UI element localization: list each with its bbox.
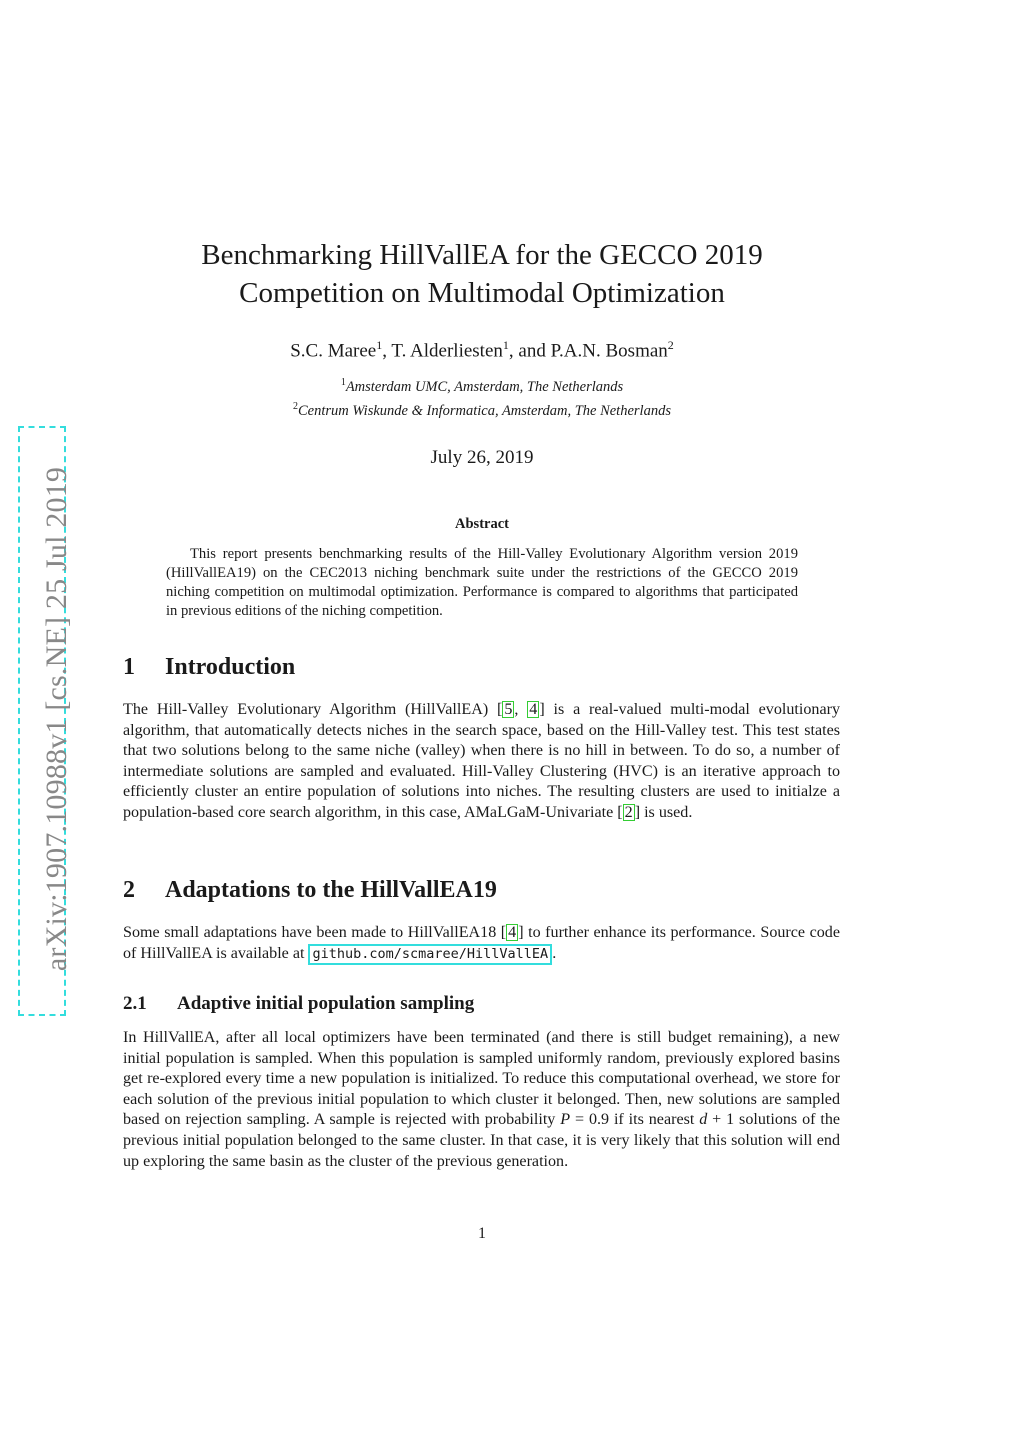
abstract-heading: Abstract xyxy=(455,516,509,532)
citation-link[interactable]: 5 xyxy=(504,701,513,718)
text-run: The Hill-Valley Evolutionary Algorithm (HillVallEA) xyxy=(123,701,498,718)
citation-link[interactable]: 2 xyxy=(624,803,633,821)
subsection-heading-sampling xyxy=(123,993,474,1015)
sampling-paragraph xyxy=(123,1028,840,1172)
section-title: Introduction xyxy=(165,654,296,680)
section-title: Adaptations to the HillVallEA19 xyxy=(165,877,497,903)
subsection-number: 2.1 xyxy=(123,993,147,1014)
arxiv-stamp-text[interactable]: arXiv:1907.10988v1 [cs.NE] 25 Jul 2019 xyxy=(40,466,73,972)
page-number: 1 xyxy=(478,1225,486,1242)
author-affiliation-mark: 1 xyxy=(502,338,509,352)
author-affiliation-mark: 1 xyxy=(376,338,383,352)
paper-date: July 26, 2019 xyxy=(430,447,534,468)
title-line-2: Competition on Multimodal Optimization xyxy=(239,277,725,309)
affiliation-text: Amsterdam UMC, Amsterdam, The Netherlands xyxy=(345,378,624,395)
paper-title xyxy=(140,236,824,312)
text-run: In HillVallEA, after all local optimizers have been terminated (and there is still budget remaining), a new initial population is sampled. When this population is sampled uniformly random, previously explored basins get re-explored every time a new population is initialized. To reduce this computational overhead, we store for each solution of the previous initial population to which cluster it belonged. Then, new solutions are sampled based on rejection sampling. A sample is rejected with probability xyxy=(123,1029,840,1129)
subsection-title: Adaptive initial population sampling xyxy=(177,993,475,1014)
text-run: is a real-valued multi-modal evolutionary algorithm, that automatically detects niches in the search space, based on the Hill-Valley test. This test states that two solutions belong to the same niche (valley) when there is no hill in between. To do so, a number of intermediate solutions are sampled and evaluated. Hill-Valley Clustering (HVC) is an iterative approach to efficiently cluster an entire population of solutions into niches. The resulting clusters are used to initialze a population-based core search algorithm, in this case, AMaLGaM-Univariate xyxy=(123,701,840,821)
author-name: S.C. Maree xyxy=(290,340,377,362)
text-run: . xyxy=(552,944,557,962)
title-line-1: Benchmarking HillVallEA for the GECCO 2019 xyxy=(201,239,763,271)
text-run: is used. xyxy=(640,803,693,821)
text-run: if its nearest xyxy=(609,1111,700,1129)
section-number: 2 xyxy=(123,877,135,903)
math-variable: d xyxy=(699,1111,708,1129)
source-code-url-link[interactable]: github.com/scmaree/HillVallEA xyxy=(308,944,552,965)
author-affiliation-mark: 2 xyxy=(667,338,674,352)
introduction-paragraph: The Hill-Valley Evolutionary Algorithm (HillVallEA) [ 5 , 4 ] is a real-valued multi-modal evolutionary algorithm, that automatically detects niches in the search space, based on the Hill-Valley test. This test states that two solutions belong to the same niche (valley) when there is no hill in between. To do so, a number of intermediate solutions are sampled and evaluated. Hill-Valley Clustering (HVC) is an iterative approach to efficiently cluster an entire population of solutions into niches. The resulting clusters are used to initialze a population-based core search algorithm, in this case, AMaLGaM-Univariate [ 2 ] is used. xyxy=(123,701,840,821)
author-separator: , xyxy=(382,340,392,362)
affiliation-list xyxy=(140,373,824,421)
affiliation-mark: 1 xyxy=(340,377,346,388)
math-variable: P xyxy=(560,1111,571,1129)
text-run: solutions of the previous initial population belonged to the same cluster. In that case, it is very likely that this solution will end up exploring the same basin as the cluster of the previous generation. xyxy=(123,1111,841,1170)
citation-link[interactable]: 4 xyxy=(508,924,517,941)
author-separator: , and xyxy=(508,340,551,362)
section-heading-adaptations xyxy=(123,877,497,904)
abstract-text: This report presents benchmarking results of the Hill-Valley Evolutionary Algorithm version 2019 (HillVallEA19) on the CEC2013 niching benchmark suite under the restrictions of the GECCO 2019 niching competition on multimodal optimization. Performance is compared to algorithms that participated in previous editions of the niching competition. xyxy=(166,546,798,619)
section-heading-introduction xyxy=(123,654,295,681)
section-number: 1 xyxy=(123,654,135,680)
author-name: T. Alderliesten xyxy=(391,340,503,362)
math-expression: = 0.9 xyxy=(570,1111,610,1129)
author-name: P.A.N. Bosman xyxy=(550,340,668,362)
author-list xyxy=(140,332,824,364)
math-expression: + 1 xyxy=(707,1111,735,1129)
affiliation-mark: 2 xyxy=(293,400,299,412)
affiliation-text: Centrum Wiskunde & Informatica, Amsterdam, The Netherlands xyxy=(298,402,671,419)
citation-link[interactable]: 4 xyxy=(529,701,538,718)
adaptations-paragraph: Some small adaptations have been made to HillVallEA18 [ 4 ] to further enhance its performance. Source code of HillVallEA is available at github.com/scmaree/HillVallEA . xyxy=(123,923,840,965)
text-run: to further enhance its performance. Source code of HillVallEA is available at xyxy=(123,924,840,962)
affiliation-line xyxy=(140,373,824,397)
text-run: Some small adaptations have been made to HillVallEA18 xyxy=(123,924,501,941)
text-run: , xyxy=(514,701,528,718)
affiliation-line xyxy=(140,397,824,421)
